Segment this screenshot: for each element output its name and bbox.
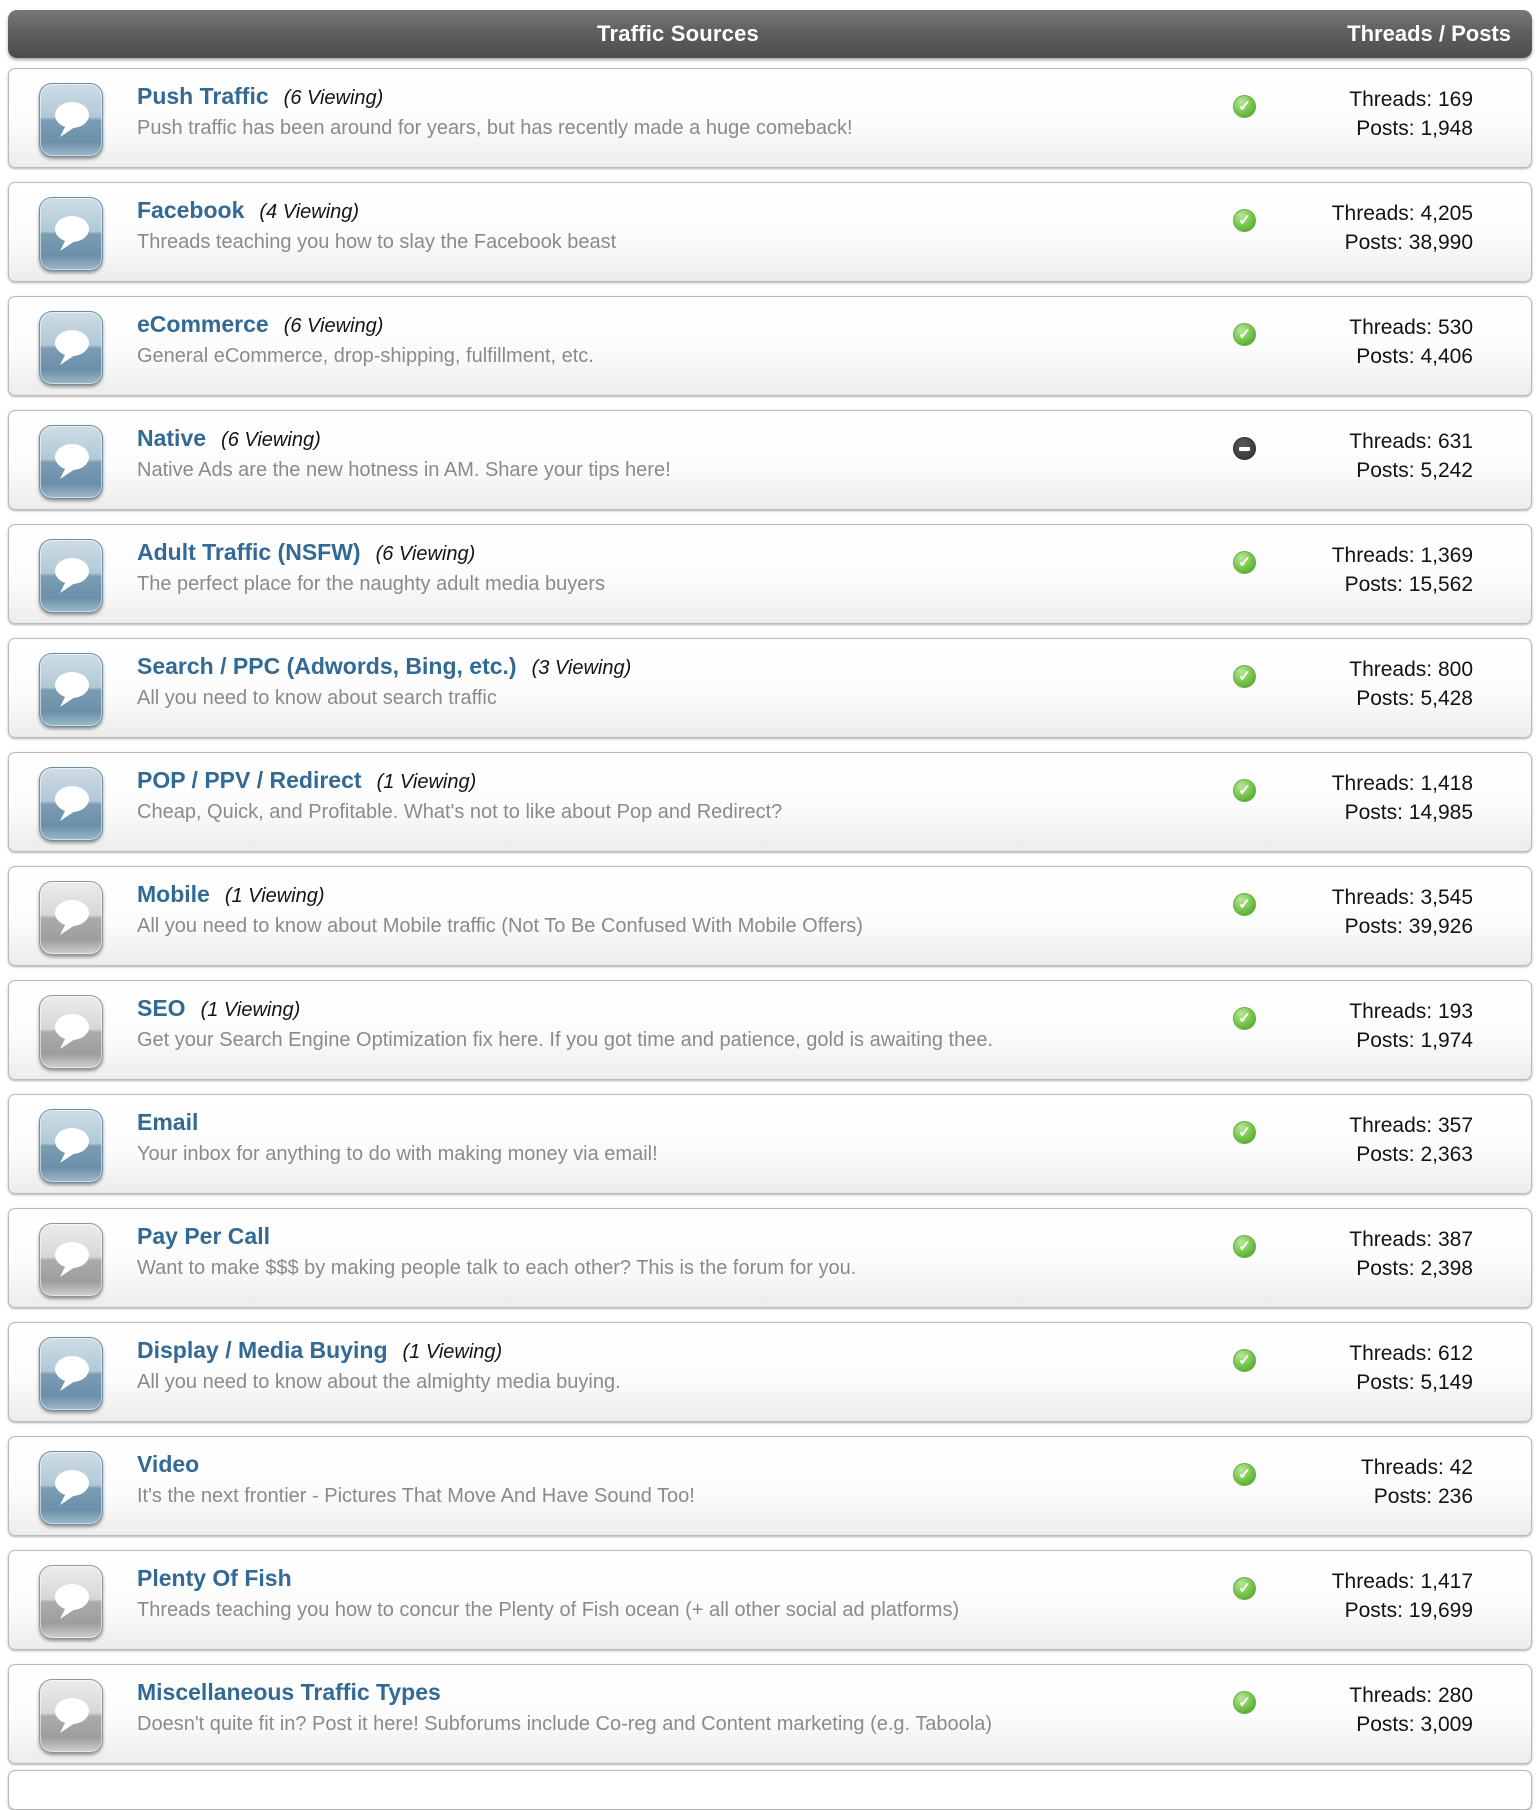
forum-text-block: [137, 881, 1211, 938]
threads-count: Threads: 169: [1349, 88, 1473, 111]
thread-post-stats: [1349, 85, 1473, 143]
viewing-count: (1 Viewing): [200, 999, 301, 1021]
threads-count: Threads: 280: [1349, 1684, 1473, 1707]
posts-count: Posts: 39,926: [1344, 915, 1473, 938]
forum-text-block: [137, 995, 1211, 1052]
category-title: Traffic Sources: [597, 21, 759, 46]
forum-description: Native Ads are the new hotness in AM. Share your tips here!: [137, 459, 671, 481]
forum-description: The perfect place for the naughty adult media buyers: [137, 573, 606, 595]
next-section-partial-card: [8, 1770, 1532, 1810]
speech-bubble-gray-icon: [39, 1679, 103, 1753]
forum-row: [8, 1094, 1532, 1194]
threads-count: Threads: 612: [1349, 1342, 1473, 1365]
thread-post-stats: [1349, 1681, 1473, 1739]
forum-row: [8, 1208, 1532, 1308]
forum-description: All you need to know about search traffic: [137, 687, 497, 709]
forum-row: [8, 296, 1532, 396]
thread-post-stats: [1332, 199, 1473, 257]
speech-bubble-blue-icon: [39, 539, 103, 613]
forum-description: General eCommerce, drop-shipping, fulfillment, etc.: [137, 345, 594, 367]
forum-description: Push traffic has been around for years, but has recently made a huge comeback!: [137, 117, 853, 139]
threads-count: Threads: 530: [1349, 316, 1473, 339]
speech-bubble-blue-icon: [39, 83, 103, 157]
checkmark-circle-icon: [1233, 209, 1256, 232]
forum-text-block: [137, 83, 1211, 140]
posts-count: Posts: 15,562: [1344, 573, 1473, 596]
speech-bubble-gray-icon: [39, 881, 103, 955]
minus-circle-icon: [1233, 437, 1256, 460]
forum-description: Your inbox for anything to do with making money via email!: [137, 1143, 658, 1165]
forum-title-link[interactable]: Pay Per Call: [137, 1223, 270, 1249]
threads-count: Threads: 42: [1360, 1456, 1473, 1479]
forum-list: [8, 68, 1532, 1764]
posts-count: Posts: 38,990: [1344, 231, 1473, 254]
posts-count: Posts: 3,009: [1356, 1713, 1473, 1736]
forum-text-block: [137, 1679, 1211, 1736]
forum-title-link[interactable]: Search / PPC (Adwords, Bing, etc.): [137, 653, 517, 679]
forum-description: All you need to know about Mobile traffic (Not To Be Confused With Mobile Offers): [137, 915, 863, 937]
forum-text-block: [137, 1451, 1211, 1508]
checkmark-circle-icon: [1233, 323, 1256, 346]
thread-post-stats: [1349, 655, 1473, 713]
speech-bubble-blue-icon: [39, 197, 103, 271]
threads-count: Threads: 800: [1349, 658, 1473, 681]
threads-count: Threads: 193: [1349, 1000, 1473, 1023]
forum-text-block: [137, 539, 1211, 596]
forum-text-block: [137, 1337, 1211, 1394]
forum-description: Get your Search Engine Optimization fix here. If you got time and patience, gold is awaiting thee.: [137, 1029, 994, 1051]
thread-post-stats: [1349, 1339, 1473, 1397]
checkmark-circle-icon: [1233, 893, 1256, 916]
threads-count: Threads: 1,369: [1331, 544, 1473, 567]
threads-posts-column-header: Threads / Posts: [1347, 21, 1511, 46]
thread-post-stats: [1349, 1111, 1473, 1169]
checkmark-circle-icon: [1233, 1235, 1256, 1258]
viewing-count: (3 Viewing): [531, 657, 632, 679]
forum-row: [8, 866, 1532, 966]
viewing-count: (1 Viewing): [376, 771, 477, 793]
viewing-count: (1 Viewing): [224, 885, 325, 907]
speech-bubble-blue-icon: [39, 653, 103, 727]
checkmark-circle-icon: [1233, 1691, 1256, 1714]
thread-post-stats: [1349, 427, 1473, 485]
checkmark-circle-icon: [1233, 1121, 1256, 1144]
forum-row: [8, 524, 1532, 624]
posts-count: Posts: 1,948: [1356, 117, 1473, 140]
forum-title-link[interactable]: eCommerce: [137, 311, 269, 337]
thread-post-stats: [1349, 1225, 1473, 1283]
posts-count: Posts: 5,242: [1356, 459, 1473, 482]
posts-count: Posts: 1,974: [1356, 1029, 1473, 1052]
forum-text-block: [137, 197, 1211, 254]
forum-description: Want to make $$$ by making people talk to each other? This is the forum for you.: [137, 1257, 857, 1279]
category-header-bar: [8, 10, 1532, 58]
posts-count: Posts: 4,406: [1356, 345, 1473, 368]
threads-count: Threads: 1,418: [1331, 772, 1473, 795]
checkmark-circle-icon: [1233, 779, 1256, 802]
forum-title-link[interactable]: Email: [137, 1109, 199, 1135]
threads-count: Threads: 1,417: [1331, 1570, 1473, 1593]
forum-row: [8, 1550, 1532, 1650]
speech-bubble-blue-icon: [39, 1337, 103, 1411]
speech-bubble-gray-icon: [39, 1565, 103, 1639]
forum-title-link[interactable]: Push Traffic: [137, 83, 269, 109]
forum-title-link[interactable]: Mobile: [137, 881, 210, 907]
posts-count: Posts: 236: [1373, 1485, 1473, 1508]
forum-description: Cheap, Quick, and Profitable. What's not to like about Pop and Redirect?: [137, 801, 783, 823]
forum-title-link[interactable]: POP / PPV / Redirect: [137, 767, 362, 793]
viewing-count: (6 Viewing): [283, 87, 384, 109]
forum-title-link[interactable]: Miscellaneous Traffic Types: [137, 1679, 441, 1705]
thread-post-stats: [1332, 769, 1473, 827]
forum-text-block: [137, 425, 1211, 482]
viewing-count: (4 Viewing): [259, 201, 360, 223]
forum-description: All you need to know about the almighty media buying.: [137, 1371, 621, 1393]
forum-title-link[interactable]: Video: [137, 1451, 200, 1477]
posts-count: Posts: 5,149: [1356, 1371, 1473, 1394]
forum-row: [8, 980, 1532, 1080]
viewing-count: (6 Viewing): [375, 543, 476, 565]
checkmark-circle-icon: [1233, 1463, 1256, 1486]
forum-title-link[interactable]: Native: [137, 425, 207, 451]
thread-post-stats: [1349, 313, 1473, 371]
viewing-count: (6 Viewing): [221, 429, 321, 451]
forum-row: [8, 1664, 1532, 1764]
checkmark-circle-icon: [1233, 95, 1256, 118]
forum-text-block: [137, 1565, 1211, 1622]
forum-title-link[interactable]: SEO: [137, 995, 186, 1021]
posts-count: Posts: 14,985: [1344, 801, 1473, 824]
posts-count: Posts: 2,363: [1356, 1143, 1473, 1166]
forum-title-link[interactable]: Adult Traffic (NSFW): [137, 539, 361, 565]
forum-row: [8, 638, 1532, 738]
forum-title-link[interactable]: Display / Media Buying: [137, 1337, 388, 1363]
forum-description: Threads teaching you how to concur the Plenty of Fish ocean (+ all other social ad platforms): [137, 1599, 960, 1621]
forum-title-link[interactable]: Plenty Of Fish: [137, 1565, 292, 1591]
threads-count: Threads: 4,205: [1331, 202, 1473, 225]
forum-title-link[interactable]: Facebook: [137, 197, 245, 223]
thread-post-stats: [1361, 1453, 1473, 1511]
forum-row: [8, 1322, 1532, 1422]
thread-post-stats: [1332, 883, 1473, 941]
posts-count: Posts: 5,428: [1356, 687, 1473, 710]
checkmark-circle-icon: [1233, 1007, 1256, 1030]
thread-post-stats: [1332, 1567, 1473, 1625]
forum-description: It's the next frontier - Pictures That Move And Have Sound Too!: [137, 1485, 695, 1507]
speech-bubble-blue-icon: [39, 1451, 103, 1525]
checkmark-circle-icon: [1233, 1349, 1256, 1372]
posts-count: Posts: 19,699: [1344, 1599, 1473, 1622]
forum-row: [8, 182, 1532, 282]
forum-row: [8, 752, 1532, 852]
forum-text-block: [137, 311, 1211, 368]
forum-description: Threads teaching you how to slay the Facebook beast: [137, 231, 617, 253]
forum-text-block: [137, 767, 1211, 824]
speech-bubble-blue-icon: [39, 425, 103, 499]
speech-bubble-gray-icon: [39, 1223, 103, 1297]
speech-bubble-blue-icon: [39, 311, 103, 385]
forum-row: [8, 68, 1532, 168]
speech-bubble-blue-icon: [39, 1109, 103, 1183]
checkmark-circle-icon: [1233, 1577, 1256, 1600]
posts-count: Posts: 2,398: [1356, 1257, 1473, 1280]
threads-count: Threads: 387: [1349, 1228, 1473, 1251]
forum-description: Doesn't quite fit in? Post it here! Subforums include Co-reg and Content marketing (e.g. Taboola): [137, 1713, 993, 1735]
threads-count: Threads: 3,545: [1331, 886, 1473, 909]
viewing-count: (1 Viewing): [402, 1341, 503, 1363]
forum-text-block: [137, 653, 1211, 710]
thread-post-stats: [1349, 997, 1473, 1055]
viewing-count: (6 Viewing): [283, 315, 384, 337]
forum-row: [8, 410, 1532, 510]
threads-count: Threads: 631: [1349, 430, 1473, 453]
forum-row: [8, 1436, 1532, 1536]
forum-text-block: [137, 1223, 1211, 1280]
threads-count: Threads: 357: [1349, 1114, 1473, 1137]
forum-text-block: [137, 1109, 1211, 1166]
thread-post-stats: [1332, 541, 1473, 599]
speech-bubble-blue-icon: [39, 767, 103, 841]
checkmark-circle-icon: [1233, 665, 1256, 688]
speech-bubble-gray-icon: [39, 995, 103, 1069]
checkmark-circle-icon: [1233, 551, 1256, 574]
